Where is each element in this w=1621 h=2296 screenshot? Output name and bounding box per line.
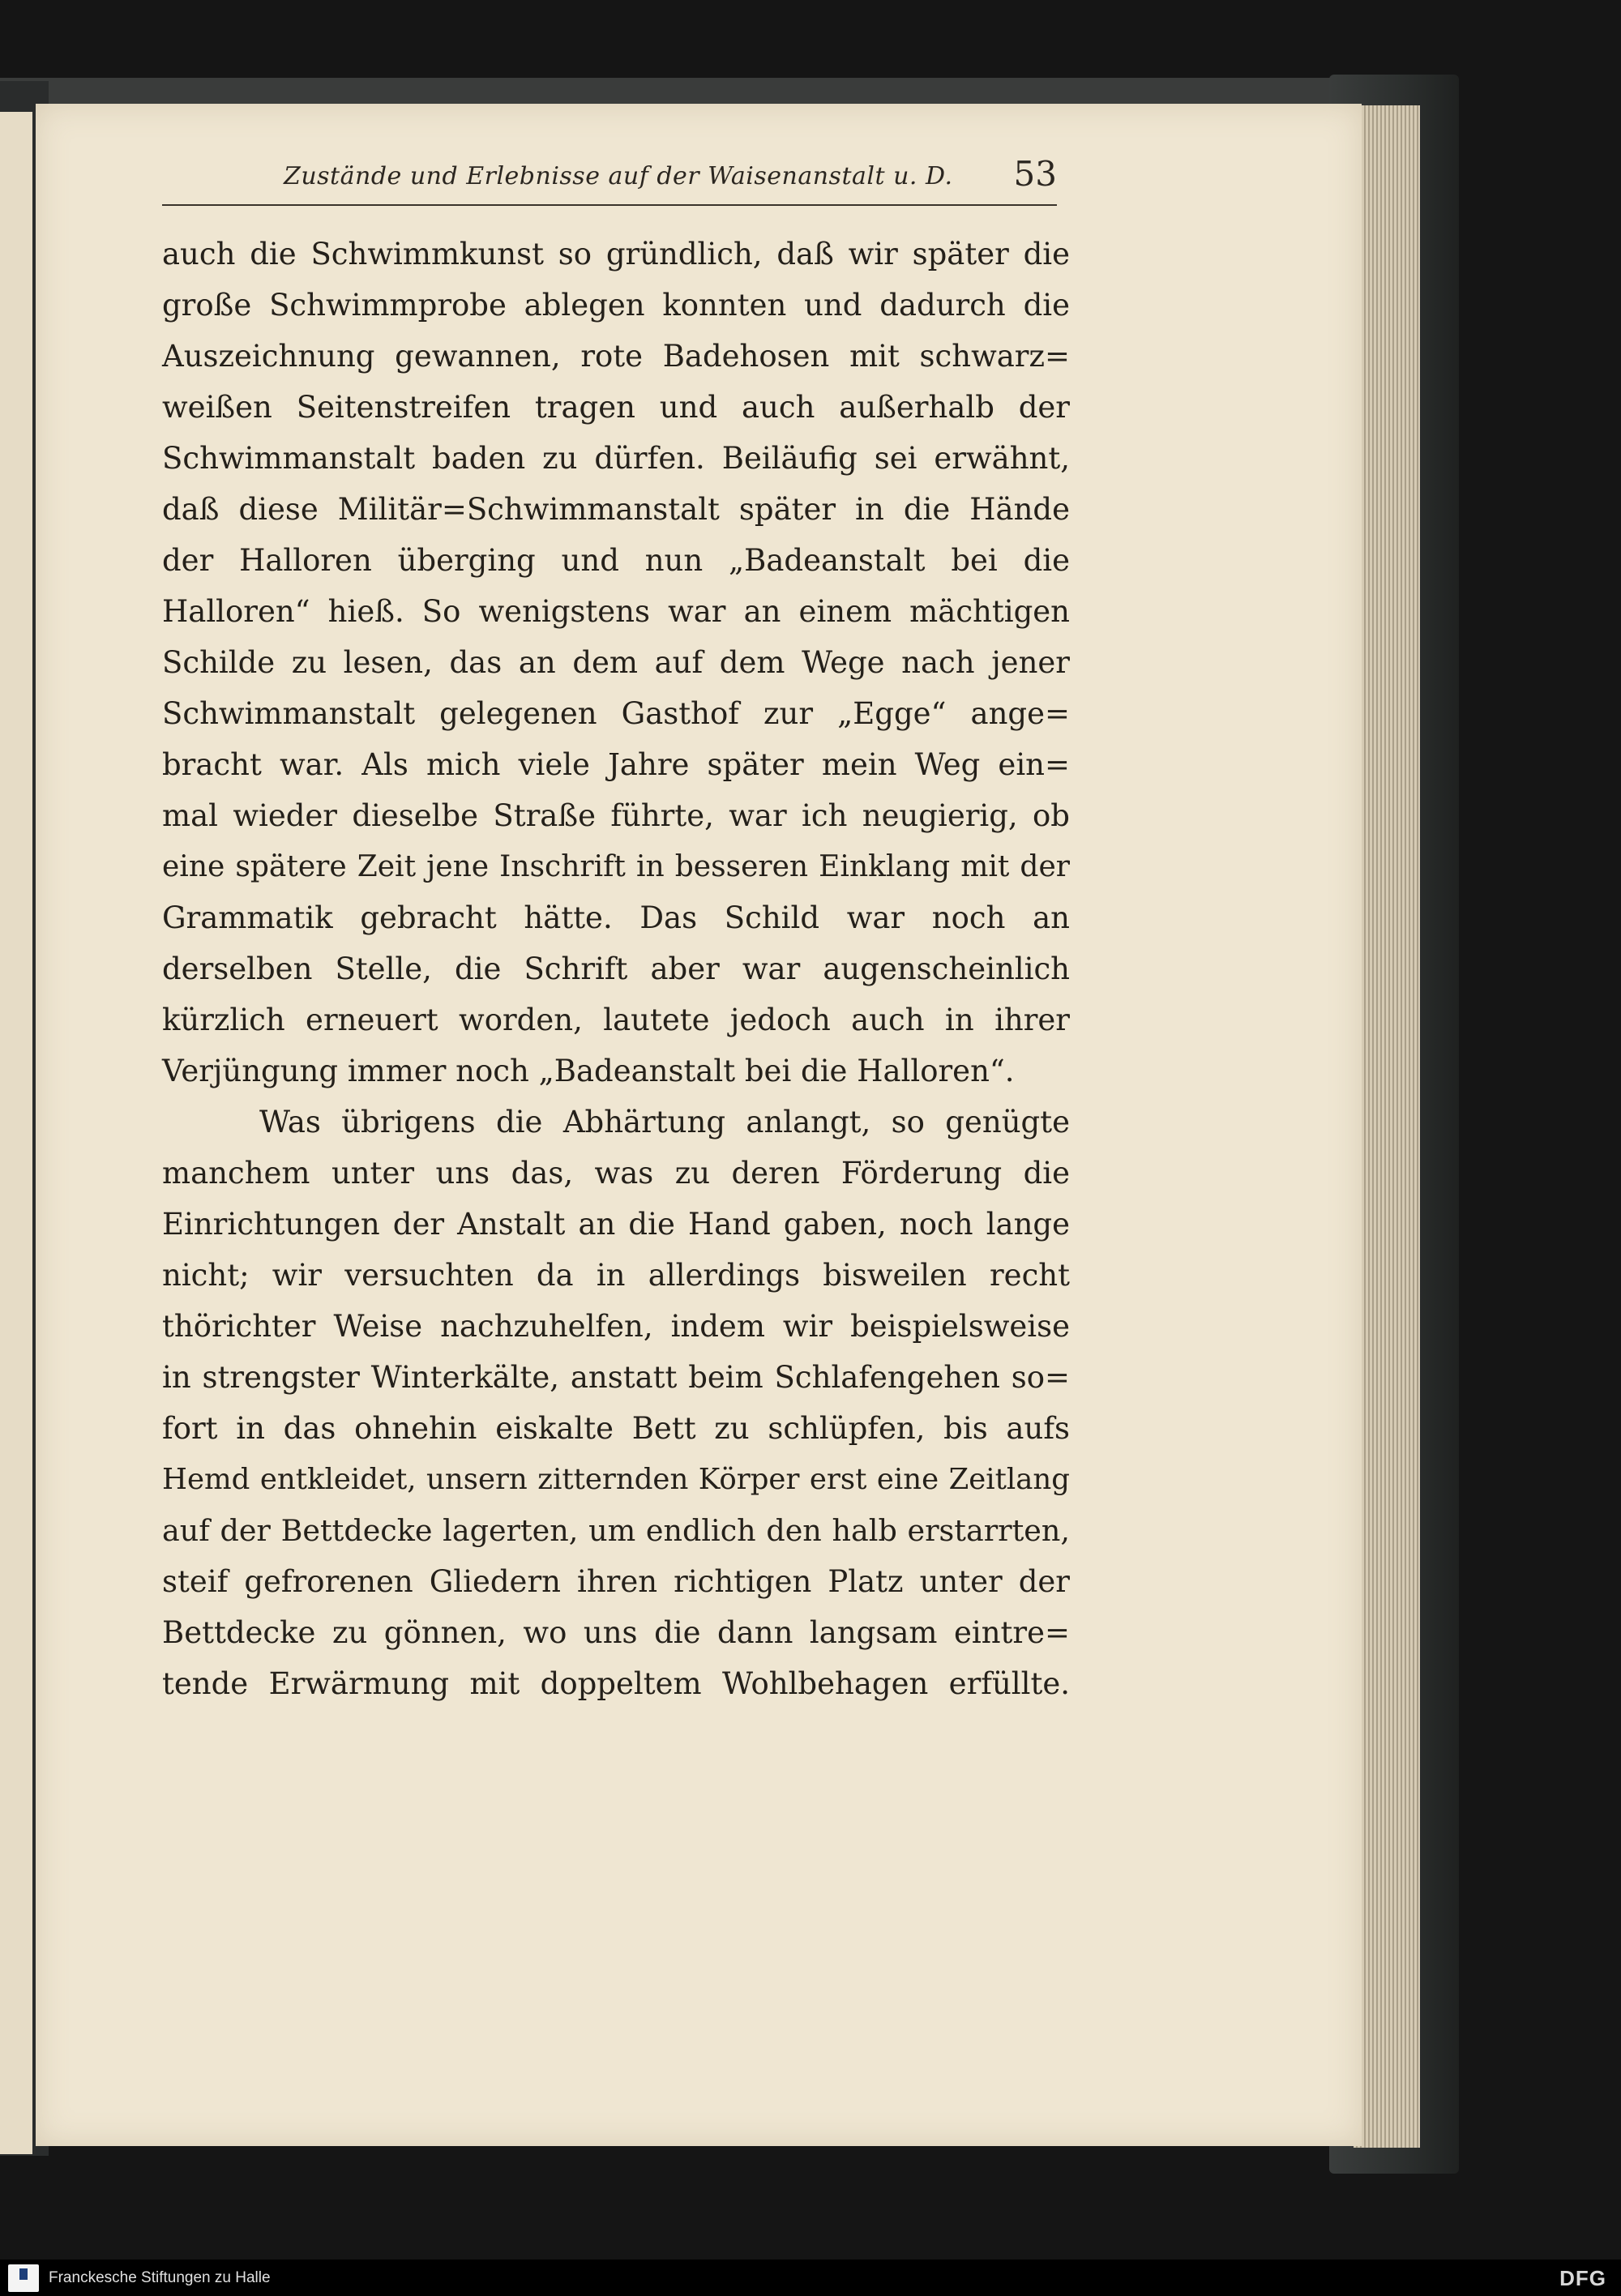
- text-line: thörichter Weise nachzuhelfen, indem wir beispielsweise: [162, 1309, 1070, 1344]
- text-line: in strengster Winterkälte, anstatt beim Schlafengehen so=: [162, 1360, 1070, 1395]
- page-number: 53: [1013, 154, 1057, 194]
- text-line: auf der Bettdecke lagerten, um endlich den halb erstarrten,: [162, 1513, 1070, 1548]
- text-line: eine spätere Zeit jene Inschrift in besseren Einklang mit der: [162, 850, 1070, 883]
- body-text: [162, 229, 1070, 1709]
- dfg-logo: DFG: [1559, 2266, 1606, 2290]
- running-title: Zustände und Erlebnisse auf der Waisenanstalt u. D.: [284, 162, 953, 190]
- text-line: auch die Schwimmkunst so gründlich, daß wir später die: [162, 237, 1070, 272]
- facing-page-edge: [0, 112, 32, 2154]
- page-edges: [1354, 105, 1420, 2148]
- text-line: steif gefrorenen Gliedern ihren richtigen Platz unter der: [162, 1564, 1070, 1599]
- text-line: Hemd entkleidet, unsern zitternden Körper erst eine Zeitlang: [162, 1463, 1070, 1496]
- text-line: tende Erwärmung mit doppeltem Wohlbehagen erfüllte.: [162, 1666, 1070, 1701]
- text-line: der Halloren überging und nun „Badeanstalt bei die: [162, 543, 1070, 578]
- text-line: Grammatik gebracht hätte. Das Schild war noch an: [162, 900, 1070, 935]
- text-line: Bettdecke zu gönnen, wo uns die dann langsam eintre=: [162, 1615, 1070, 1650]
- text-line: Schwimmanstalt gelegenen Gasthof zur „Egge“ ange=: [162, 696, 1070, 731]
- institution-logo-icon: [8, 2264, 39, 2292]
- text-line: Verjüngung immer noch „Badeanstalt bei die Halloren“.: [162, 1054, 1015, 1088]
- text-line: große Schwimmprobe ablegen konnten und dadurch die: [162, 288, 1070, 323]
- text-line: fort in das ohnehin eiskalte Bett zu schlüpfen, bis aufs: [162, 1411, 1070, 1446]
- text-line-indent: Was übrigens die Abhärtung anlangt, so genügte: [259, 1105, 1070, 1139]
- viewer-footer: [0, 2260, 1621, 2296]
- text-line: daß diese Militär=Schwimmanstalt später in die Hände: [162, 492, 1070, 527]
- text-line: Einrichtungen der Anstalt an die Hand gaben, noch lange: [162, 1207, 1070, 1242]
- text-line: bracht war. Als mich viele Jahre später mein Weg ein=: [162, 747, 1070, 782]
- text-line: Schilde zu lesen, das an dem auf dem Wege nach jener: [162, 645, 1070, 680]
- text-line: derselben Stelle, die Schrift aber war augenscheinlich: [162, 951, 1070, 986]
- running-header: [162, 151, 1057, 206]
- text-line: kürzlich erneuert worden, lautete jedoch auch in ihrer: [162, 1003, 1070, 1037]
- text-line: nicht; wir versuchten da in allerdings bisweilen recht: [162, 1258, 1070, 1293]
- institution-name: Franckesche Stiftungen zu Halle: [49, 2269, 271, 2286]
- text-line: weißen Seitenstreifen tragen und auch außerhalb der: [162, 390, 1070, 425]
- text-line: mal wieder dieselbe Straße führte, war ich neugierig, ob: [162, 798, 1070, 833]
- text-line: Schwimmanstalt baden zu dürfen. Beiläufig sei erwähnt,: [162, 441, 1070, 476]
- text-line: Auszeichnung gewannen, rote Badehosen mit schwarz=: [162, 339, 1070, 374]
- text-line: Halloren“ hieß. So wenigstens war an einem mächtigen: [162, 594, 1070, 629]
- text-line: manchem unter uns das, was zu deren Förderung die: [162, 1156, 1070, 1191]
